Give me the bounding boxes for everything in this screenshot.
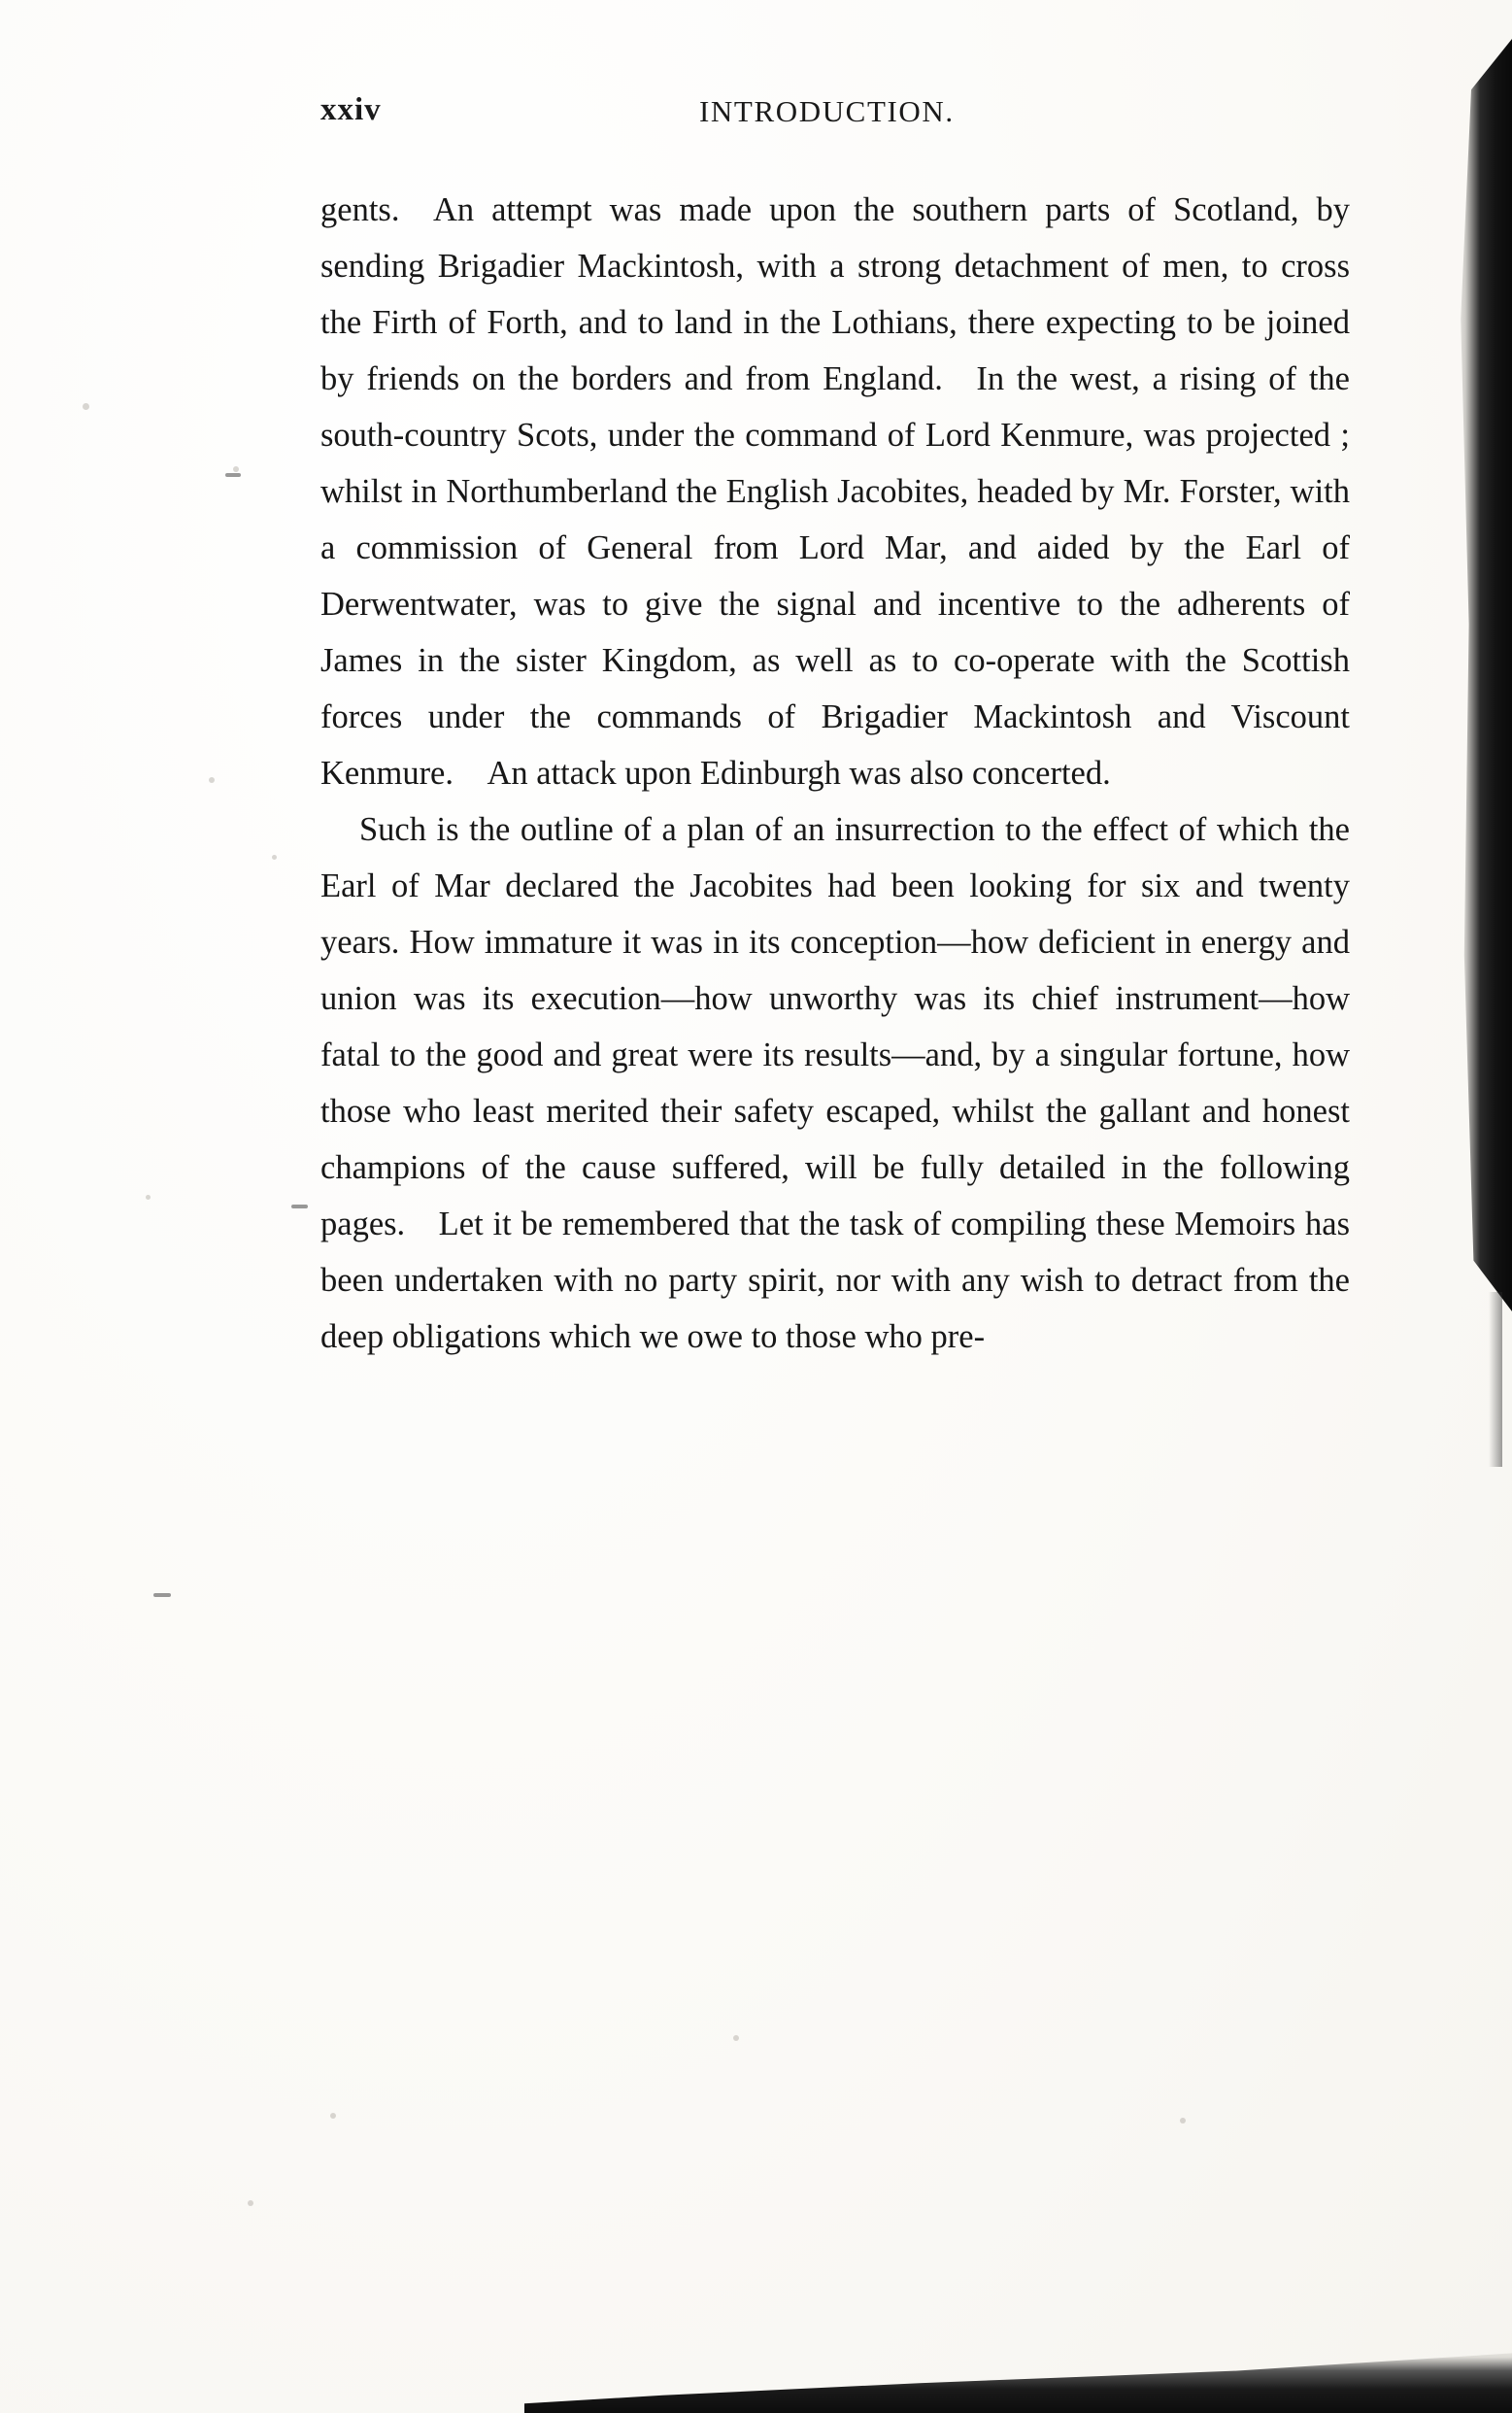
stray-mark — [291, 1205, 308, 1208]
paper-speck — [83, 403, 89, 410]
scan-edge-right-lower — [1489, 1292, 1502, 1467]
running-head: INTRODUCTION. — [699, 94, 955, 128]
paper-speck — [1180, 2118, 1186, 2124]
paper-speck — [233, 466, 239, 472]
page-header — [320, 92, 1350, 160]
paper-speck — [209, 777, 215, 783]
stray-mark — [153, 1593, 171, 1597]
stray-mark — [225, 473, 241, 477]
paper-speck — [330, 2113, 336, 2119]
paper-speck — [146, 1195, 151, 1200]
paper-speck — [733, 2035, 739, 2041]
page-number: xxiv — [320, 92, 382, 127]
body-text — [320, 182, 1350, 1365]
paper-speck — [272, 855, 277, 860]
paragraph: Such is the outline of a plan of an insurrection to the effect of which the Earl of Mar declared the Jacobites had been looking for six and twenty years. How immature it was in its conception—how deficient in energy and union was its execution—how unworthy was its chief instrument—how fatal to the good and great were its results—and, by a singular fortune, how those who least merited their safety escaped, whilst the gallant and honest champions of the cause suffered, will be fully detailed in the following pages. Let it be remembered that the task of compiling these Memoirs has been undertaken with no party spirit, nor with any wish to detract from the deep obligations which we owe to those who pre- — [320, 811, 1350, 1355]
page-content — [320, 92, 1350, 1365]
paragraph: gents. An attempt was made upon the southern parts of Scotland, by sending Brigadier Mackintosh, with a strong detachment of men, to cross the Firth of Forth, and to land in the Lothians, there expecting to be joined by friends on the borders and from England. In the west, a rising of the south-country Scots, under the command of Lord Kenmure, was projected ; whilst in Northumberland the English Jacobites, headed by Mr. Forster, with a commission of General from Lord Mar, and aided by the Earl of Derwentwater, was to give the signal and incentive to the adherents of James in the sister Kingdom, as well as to co-operate with the Scottish forces under the commands of Brigadier Mackintosh and Viscount Kenmure. An attack upon Edinburgh was also concerted. — [320, 191, 1350, 792]
paper-speck — [248, 2200, 253, 2206]
